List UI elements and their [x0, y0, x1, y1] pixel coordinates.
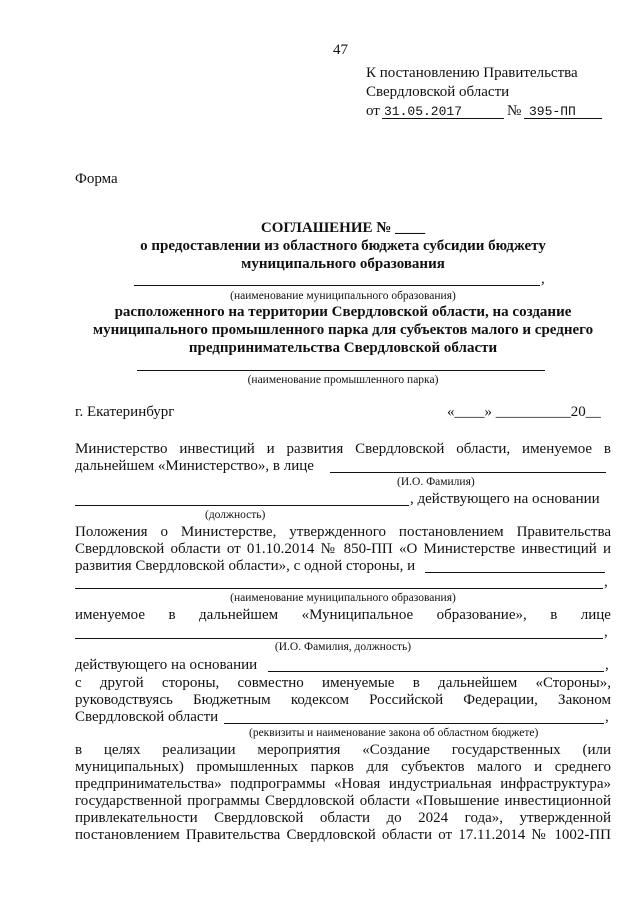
p4-line-1: действующего на основании: [75, 657, 258, 673]
hint-fio-position: (И.О. Фамилия, должность): [274, 641, 412, 653]
p3-word: в: [168, 607, 176, 623]
header-line-1: К постановлению Правительства: [366, 65, 578, 81]
p3-word: лице: [580, 607, 611, 623]
p3-word: образование»,: [436, 607, 527, 623]
header-date-value: 31.05.2017: [384, 104, 463, 119]
header-number-prefix: №: [507, 103, 522, 119]
comma-4: ,: [605, 709, 609, 725]
page-number: 47: [333, 42, 348, 58]
p1-line-2: дальнейшем «Министерство», в лице: [75, 458, 314, 474]
hint-fio: (И.О. Фамилия): [397, 476, 475, 488]
p5-line-4: государственной программы Свердловской области «Повышение инвестиционной: [75, 793, 611, 809]
p4-line-4: Свердловской области: [75, 709, 219, 725]
p5-line-5: привлекательности Свердловской области до 2024 года», утвержденной: [75, 810, 611, 826]
p4-line-3: руководствуясь Бюджетным кодексом Российской Федерации, Законом: [75, 692, 611, 708]
hint-municipality: (наименование муниципального образования): [230, 290, 456, 302]
header-number-value: 395-ПП: [529, 104, 576, 119]
hint-park: (наименование промышленного парка): [247, 374, 439, 386]
title-line-2: о предоставлении из областного бюджета субсидии бюджету: [140, 238, 546, 254]
p3-word: дальнейшем: [198, 607, 279, 623]
title-line-1: СОГЛАШЕНИЕ № ____: [260, 220, 426, 236]
municipality-basis-field[interactable]: [268, 671, 604, 672]
p3-word: именуемое: [75, 607, 145, 623]
acting-on-basis: , действующего на основании: [410, 491, 600, 507]
header-number-underline: [524, 118, 602, 119]
p3-word: в: [550, 607, 558, 623]
municipality-representative-field[interactable]: [75, 638, 603, 639]
title-line-5: муниципального промышленного парка для субъектов малого и среднего: [92, 322, 594, 338]
header-date-prefix: от: [366, 103, 380, 119]
p5-line-6: постановлением Правительства Свердловской области от 17.11.2014 № 1002-ПП: [75, 827, 611, 843]
hint-position: (должность): [205, 509, 266, 521]
title-line-4: расположенного на территории Свердловской области, на создание: [114, 304, 572, 320]
p5-line-3: предпринимательства» подпрограммы «Новая индустриальная инфраструктура»: [75, 776, 611, 792]
budget-law-field[interactable]: [224, 723, 604, 724]
hint-law: (реквизиты и наименование закона об областном бюджете): [249, 727, 539, 739]
p4-line-2: с другой стороны, совместно именуемые в дальнейшем «Стороны»,: [75, 675, 611, 691]
header-date-underline: [382, 118, 504, 119]
title-comma: ,: [541, 271, 545, 287]
agreement-date-field[interactable]: «____» __________20__: [447, 404, 601, 420]
p3-word: «Муниципальное: [301, 607, 414, 623]
comma-3: ,: [605, 657, 609, 673]
municipality-field-2[interactable]: [75, 588, 603, 589]
place: г. Екатеринбург: [75, 404, 175, 420]
p5-line-2: муниципальных) промышленных парков для субъектов малого и среднего: [75, 759, 611, 775]
header-line-2: Свердловской области: [366, 84, 510, 100]
title-line-3: муниципального образования: [241, 256, 445, 272]
form-label: Форма: [75, 171, 118, 187]
hint-municipality-2: (наименование муниципального образования): [230, 592, 456, 604]
title-line-6: предпринимательства Свердловской области: [188, 340, 498, 356]
p1-line-1: Министерство инвестиций и развития Свердловской области, именуемое в: [75, 441, 611, 457]
comma-2: ,: [604, 624, 608, 640]
p2-line-2: Свердловской области от 01.10.2014 № 850-ПП «О Министерстве инвестиций и: [75, 541, 611, 557]
p5-line-1: в целях реализации мероприятия «Создание государственных (или: [75, 742, 611, 758]
comma-1: ,: [604, 574, 608, 590]
minister-position-field[interactable]: [75, 505, 409, 506]
p2-line-1: Положения о Министерстве, утвержденного постановлением Правительства: [75, 524, 611, 540]
municipality-name-field[interactable]: [134, 285, 540, 286]
p2-line-3: развития Свердловской области», с одной стороны, и: [75, 558, 416, 574]
minister-fio-field[interactable]: [330, 472, 606, 473]
park-name-field[interactable]: [137, 370, 545, 371]
municipality-field-1[interactable]: [425, 572, 605, 573]
p3-line-1: [75, 607, 611, 624]
